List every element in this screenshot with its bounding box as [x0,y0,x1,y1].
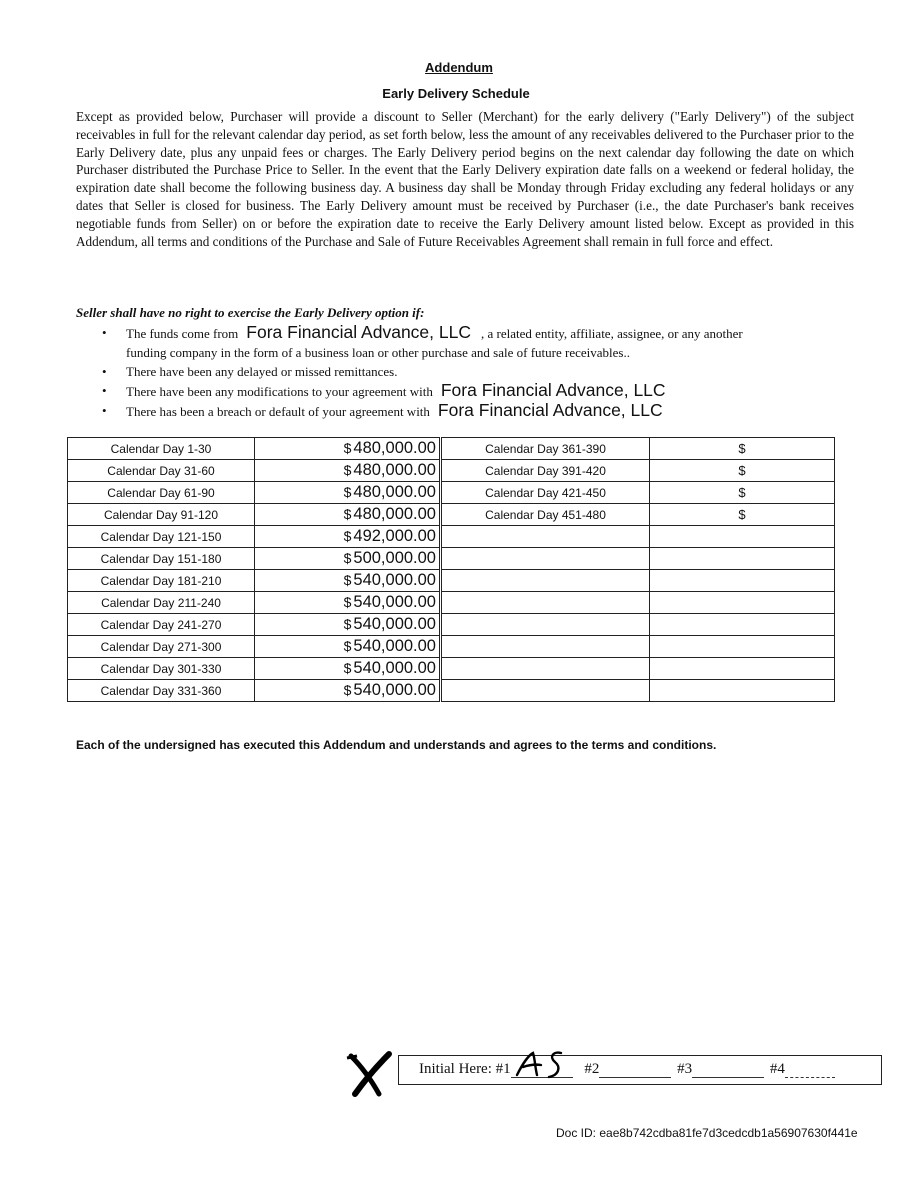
amount-cell [255,658,440,680]
amount-cell [255,504,440,526]
amount-value: 540,000.00 [353,571,436,589]
schedule-row [442,658,835,680]
initial-field-1[interactable] [511,1063,573,1078]
amount-cell [650,614,835,636]
period-cell: Calendar Day 391-420 [442,460,650,482]
amount-value: 540,000.00 [353,593,436,611]
schedule-row [68,658,440,680]
schedule-row [442,592,835,614]
currency-symbol: $ [343,682,352,698]
initial-field-2[interactable] [599,1063,671,1078]
period-cell: Calendar Day 241-270 [68,614,255,636]
schedule-row [68,504,440,526]
schedule-row [68,438,440,460]
condition-text: funding company in the form of a business loan or other purchase and sale of future receivables.. [126,345,630,360]
schedule-row [442,614,835,636]
initial-field-4[interactable] [785,1063,835,1078]
amount-cell [255,680,440,702]
amount-cell [255,526,440,548]
currency-symbol: $ [343,660,352,676]
schedule-table-right [441,437,835,702]
schedule-row [68,482,440,504]
amount-cell [255,548,440,570]
period-cell [442,548,650,570]
amount-cell: $ [650,482,835,504]
amount-cell [255,460,440,482]
amount-value: 480,000.00 [353,483,436,501]
currency-symbol: $ [343,572,352,588]
amount-value: 480,000.00 [353,439,436,457]
period-cell: Calendar Day 421-450 [442,482,650,504]
amount-value: 480,000.00 [353,461,436,479]
period-cell [442,658,650,680]
amount-cell [255,482,440,504]
amount-value: 480,000.00 [353,505,436,523]
amount-cell [255,592,440,614]
schedule-row [68,570,440,592]
schedule-row [68,680,440,702]
addendum-title: Addendum [425,60,493,75]
amount-value: 492,000.00 [353,527,436,545]
period-cell: Calendar Day 91-120 [68,504,255,526]
period-cell: Calendar Day 121-150 [68,526,255,548]
amount-cell [255,636,440,658]
schedule-row [442,680,835,702]
currency-symbol: $ [343,440,352,456]
amount-cell [650,680,835,702]
period-cell: Calendar Day 1-30 [68,438,255,460]
period-cell [442,636,650,658]
condition-text: There have been any modifications to your agreement with [126,384,433,399]
handwritten-initials [513,1049,573,1079]
company-name: Fora Financial Advance, LLC [440,380,666,400]
amount-value: 540,000.00 [353,615,436,633]
schedule-row [442,482,835,504]
schedule-row [442,438,835,460]
condition-item [76,401,876,421]
amount-value: 540,000.00 [353,681,436,699]
initial-label-2: #2 [584,1061,600,1077]
period-cell [442,614,650,636]
currency-symbol: $ [343,638,352,654]
period-cell: Calendar Day 211-240 [68,592,255,614]
condition-text: , a related entity, affiliate, assignee, or any another [481,326,743,341]
company-name: Fora Financial Advance, LLC [246,322,471,342]
execution-statement: Each of the undersigned has executed this Addendum and understands and agrees to the terms and conditions. [76,738,717,752]
period-cell [442,526,650,548]
signature-x-mark [345,1050,397,1098]
conditions-heading: Seller shall have no right to exercise the Early Delivery option if: [76,305,425,320]
amount-cell [650,548,835,570]
amount-value: 540,000.00 [353,637,436,655]
condition-text: There has been a breach or default of your agreement with [126,404,430,419]
initials-row [419,1061,835,1078]
schedule-row [68,636,440,658]
initial-label-4: #4 [769,1061,785,1077]
initial-field-3[interactable] [692,1063,764,1078]
amount-cell [650,526,835,548]
schedule-row [442,504,835,526]
period-cell: Calendar Day 181-210 [68,570,255,592]
currency-symbol: $ [343,484,352,500]
period-cell: Calendar Day 301-330 [68,658,255,680]
period-cell [442,592,650,614]
schedule-row [442,460,835,482]
amount-cell [255,438,440,460]
intro-paragraph: Except as provided below, Purchaser will provide a discount to Seller (Merchant) for the early delivery ("Early Delivery") of the subject receivables in full for the relevant calendar day period, as set forth below, less the amount of any receivables delivered to the Purchaser prior to the Early Delivery date, plus any unpaid fees or charges. The Early Delivery period begins on the next calendar day following the date on which Purchaser distributed the Purchase Price to Seller. In the event that the Early Delivery expiration date falls on a weekend or federal holiday, the expiration date shall become the following business day. A business day shall be Monday through Friday excluding any federal holidays or any dates that Seller is closed for business. The Early Delivery amount must be received by Purchaser (i.e., the date Purchaser's bank receives negotiable funds from Seller) on or before the expiration date to receive the Early Delivery amount listed below. Except as provided in this Addendum, all terms and conditions of the Purchase and Sale of Future Receivables Agreement shall remain in full force and effect. [76,109,854,249]
conditions-list [76,323,876,421]
amount-value: 540,000.00 [353,659,436,677]
bullet-icon: • [102,325,107,340]
period-cell: Calendar Day 151-180 [68,548,255,570]
schedule-row [442,526,835,548]
amount-cell: $ [650,460,835,482]
schedule-row [68,548,440,570]
initial-label-3: #3 [677,1061,693,1077]
period-cell [442,680,650,702]
initial-box [398,1055,882,1085]
schedule-row [68,460,440,482]
bullet-icon: • [102,383,107,398]
condition-item [76,323,876,362]
bullet-icon: • [102,364,107,379]
currency-symbol: $ [343,506,352,522]
company-name: Fora Financial Advance, LLC [437,400,663,420]
document-id: Doc ID: eae8b742cdba81fe7d3cedcdb1a56907630f441e [556,1126,858,1140]
schedule-row [442,636,835,658]
period-cell: Calendar Day 31-60 [68,460,255,482]
amount-cell [650,636,835,658]
currency-symbol: $ [343,594,352,610]
initial-label-1: Initial Here: #1 [419,1061,511,1077]
schedule-row [442,548,835,570]
currency-symbol: $ [343,528,352,544]
amount-cell: $ [650,504,835,526]
period-cell: Calendar Day 331-360 [68,680,255,702]
schedule-subtitle: Early Delivery Schedule [382,86,530,101]
amount-cell [650,592,835,614]
bullet-icon: • [102,403,107,418]
condition-text: There have been any delayed or missed remittances. [126,364,398,379]
currency-symbol: $ [343,550,352,566]
period-cell: Calendar Day 61-90 [68,482,255,504]
period-cell: Calendar Day 271-300 [68,636,255,658]
schedule-row [442,570,835,592]
period-cell: Calendar Day 361-390 [442,438,650,460]
amount-cell [255,614,440,636]
period-cell [442,570,650,592]
currency-symbol: $ [343,616,352,632]
schedule-row [68,526,440,548]
condition-text: The funds come from [126,326,239,341]
schedule-row [68,592,440,614]
amount-value: 500,000.00 [353,549,436,567]
amount-cell [650,658,835,680]
currency-symbol: $ [343,462,352,478]
schedule-row [68,614,440,636]
amount-cell [255,570,440,592]
amount-cell [650,570,835,592]
schedule-table-left [67,437,440,702]
condition-item [76,362,876,381]
condition-item [76,381,876,401]
period-cell: Calendar Day 451-480 [442,504,650,526]
amount-cell: $ [650,438,835,460]
